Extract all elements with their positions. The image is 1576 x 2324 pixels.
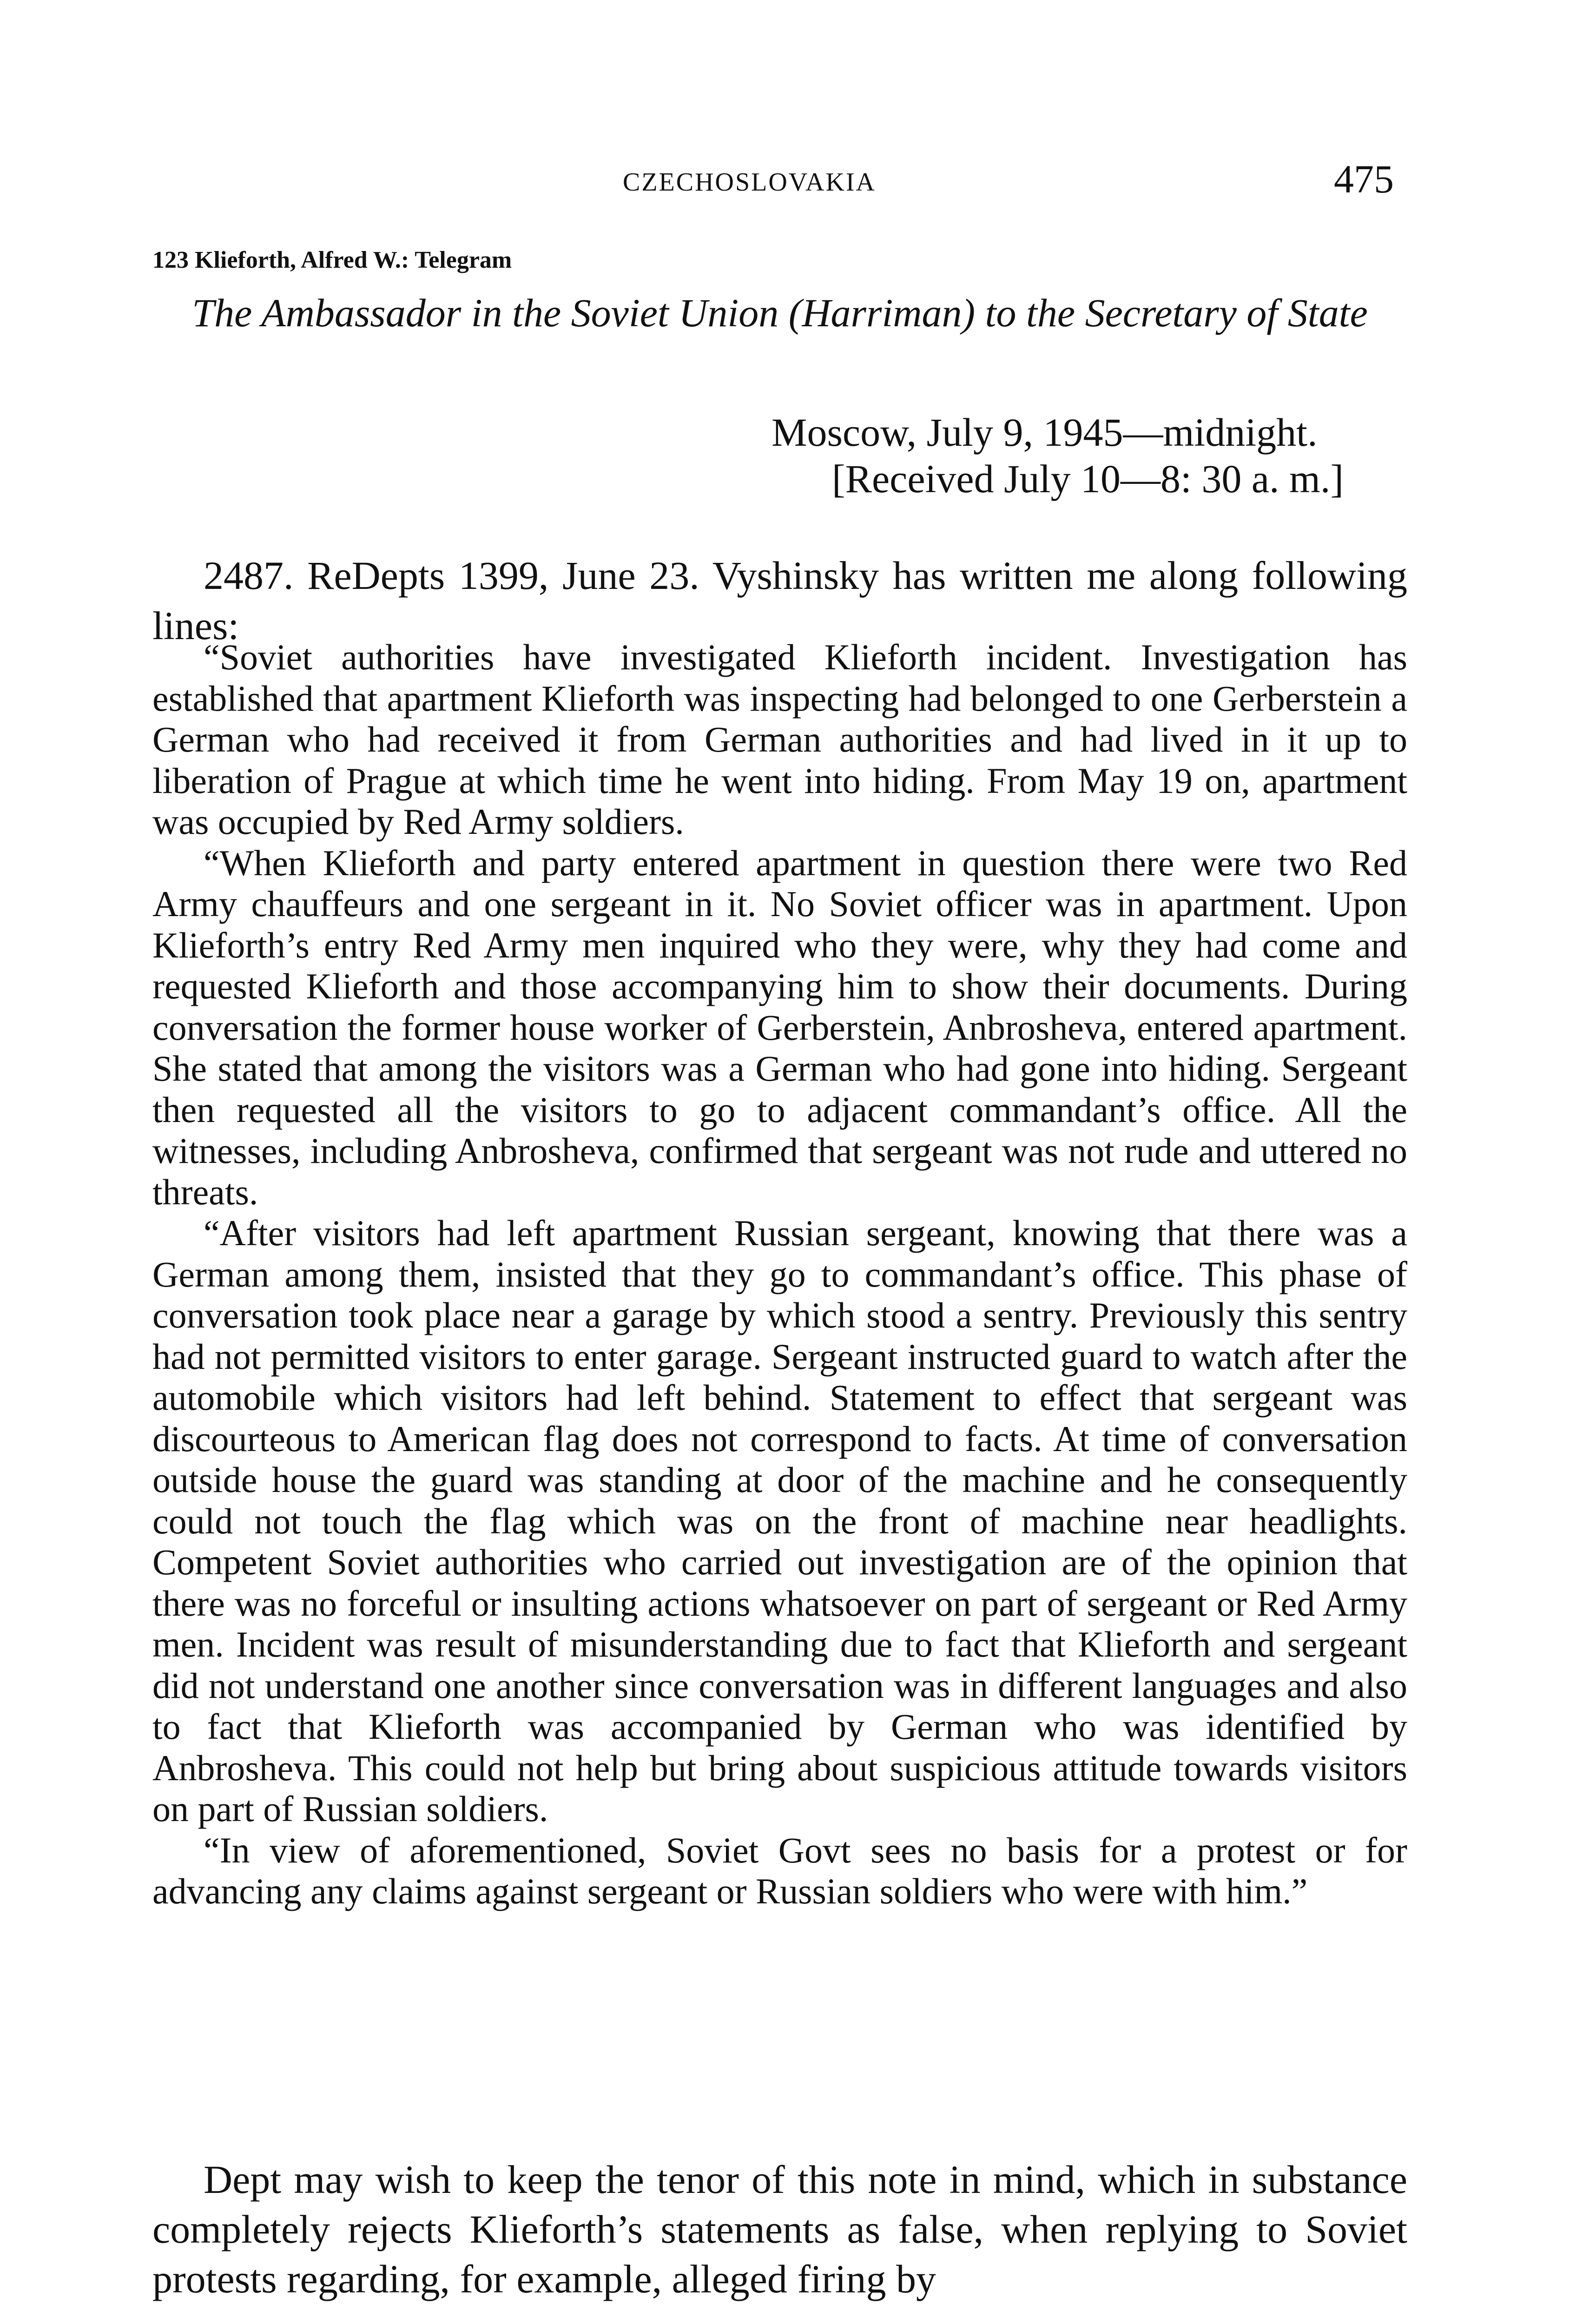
document-title: The Ambassador in the Soviet Union (Harriman) to the Secretary of State	[192, 290, 1368, 335]
document-reference: 123 Klieforth, Alfred W.: Telegram	[152, 247, 512, 273]
closing-paragraph: Dept may wish to keep the tenor of this note in mind, which in substance completely rejects Klieforth’s statements as false, when replying to Soviet protests regarding, for example, alleged firing by	[152, 2157, 1407, 2301]
quoted-paragraph: “After visitors had left apartment Russian sergeant, knowing that there was a German among them, insisted that they go to commandant’s office. This phase of conversation took place near a garage by which stood a sentry. Previously this sentry had not permitted visitors to enter garage. Sergeant instructed guard to watch after the automobile which visitors had left behind. Statement to effect that sergeant was discourteous to American flag does not correspond to facts. At time of conversation outside house the guard was standing at door of the machine and he consequently could not touch the flag which was on the front of machine near headlights. Competent Soviet authorities who carried out investigation are of the opinion that there was no forceful or insulting actions whatsoever on part of sergeant or Red Army men. Incident was result of misunderstanding due to fact that Klieforth and sergeant did not understand one another since conversation was in different languages and also to fact that Klieforth was accompanied by German who was identified by Anbrosheva. This could not help but bring about suspicious attitude towards visitors on part of Russian soldiers.	[152, 1213, 1407, 1829]
quoted-paragraph: “Soviet authorities have investigated Klieforth incident. Investigation has established that apartment Klieforth was inspecting had belonged to one Gerberstein a German who had received it from German authorities and had lived in it up to liberation of Prague at which time he went into hiding. From May 19 on, apartment was occupied by Red Army soldiers.	[152, 637, 1407, 842]
quoted-paragraph: “When Klieforth and party entered apartment in question there were two Red Army chauffeurs and one sergeant in it. No Soviet officer was in apartment. Upon Klieforth’s entry Red Army men inquired who they were, why they had come and requested Klieforth and those accompanying him to show their documents. During conversation the former house worker of Gerberstein, Anbrosheva, entered apartment. She stated that among the visitors was a German who had gone into hiding. Sergeant then requested all the visitors to go to adjacent commandant’s office. All the witnesses, including Anbrosheva, confirmed that sergeant was not rude and uttered no threats.	[152, 842, 1407, 1212]
dateline: Moscow, July 9, 1945—midnight.	[772, 410, 1318, 455]
running-head: CZECHOSLOVAKIA	[623, 168, 876, 197]
dateline-block	[772, 409, 1344, 502]
opening-paragraph: 2487. ReDepts 1399, June 23. Vyshinsky has written me along following lines:	[152, 553, 1407, 648]
received-line: [Received July 10—8: 30 a. m.]	[832, 456, 1344, 501]
page-number: 475	[1334, 157, 1394, 201]
quoted-note	[152, 637, 1407, 1912]
quoted-paragraph: “In view of aforementioned, Soviet Govt sees no basis for a protest or for advancing any claims against sergeant or Russian soldiers who were with him.”	[152, 1829, 1407, 1911]
